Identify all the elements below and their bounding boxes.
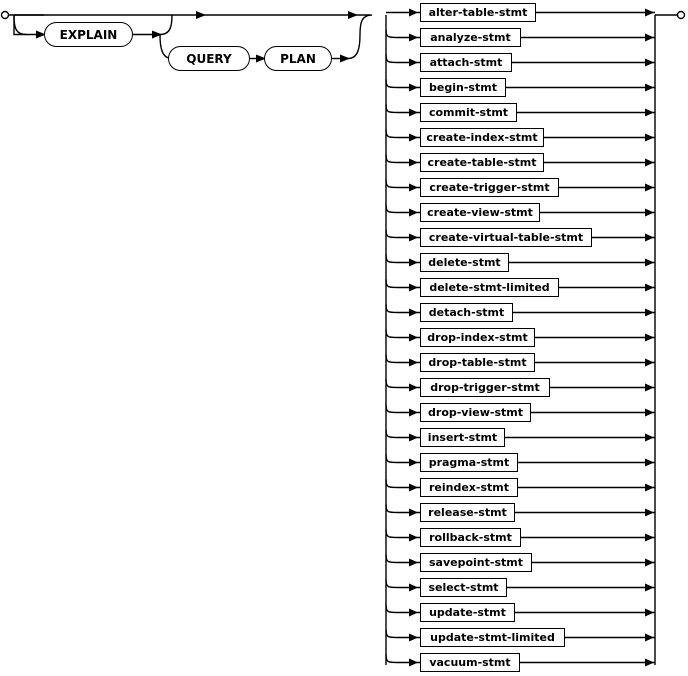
statement-label: savepoint-stmt	[429, 556, 523, 569]
statement-box-update-stmt-limited[interactable]	[420, 628, 565, 647]
statement-box-alter-table-stmt[interactable]	[420, 3, 536, 22]
statement-box-create-table-stmt[interactable]	[420, 153, 544, 172]
statement-label: detach-stmt	[428, 306, 505, 319]
statement-box-rollback-stmt[interactable]	[420, 528, 521, 547]
statement-label: analyze-stmt	[430, 31, 511, 44]
statement-box-analyze-stmt[interactable]	[420, 28, 521, 47]
statement-box-insert-stmt[interactable]	[420, 428, 505, 447]
statement-box-drop-trigger-stmt[interactable]	[420, 378, 550, 397]
keyword-plan-label: PLAN	[280, 51, 316, 66]
statement-label: begin-stmt	[429, 81, 497, 94]
statement-box-detach-stmt[interactable]	[420, 303, 513, 322]
keyword-plan[interactable]	[264, 46, 332, 71]
statement-label: vacuum-stmt	[429, 656, 511, 669]
statement-label: reindex-stmt	[428, 481, 509, 494]
statement-box-begin-stmt[interactable]	[420, 78, 506, 97]
statement-box-select-stmt[interactable]	[420, 578, 507, 597]
statement-label: select-stmt	[428, 581, 499, 594]
statement-label: update-stmt	[429, 606, 506, 619]
statement-label: create-index-stmt	[426, 131, 538, 144]
keyword-query[interactable]	[168, 46, 250, 71]
start-terminal-icon	[2, 12, 9, 19]
statement-label: alter-table-stmt	[428, 6, 528, 19]
statement-box-attach-stmt[interactable]	[420, 53, 512, 72]
statement-label: delete-stmt-limited	[429, 281, 550, 294]
statement-label: drop-index-stmt	[427, 331, 528, 344]
statement-label: create-view-stmt	[427, 206, 533, 219]
statement-box-commit-stmt[interactable]	[420, 103, 517, 122]
statement-box-create-trigger-stmt[interactable]	[420, 178, 559, 197]
statement-label: drop-trigger-stmt	[430, 381, 540, 394]
statement-box-vacuum-stmt[interactable]	[420, 653, 520, 672]
statement-box-delete-stmt[interactable]	[420, 253, 509, 272]
statement-box-drop-index-stmt[interactable]	[420, 328, 535, 347]
statement-label: create-table-stmt	[427, 156, 537, 169]
statement-label: release-stmt	[428, 506, 507, 519]
statement-box-reindex-stmt[interactable]	[420, 478, 518, 497]
statement-label: attach-stmt	[429, 56, 503, 69]
statement-box-create-virtual-table-stmt[interactable]	[420, 228, 592, 247]
statement-label: update-stmt-limited	[430, 631, 555, 644]
statement-box-pragma-stmt[interactable]	[420, 453, 518, 472]
end-terminal-icon	[678, 12, 685, 19]
statement-box-delete-stmt-limited[interactable]	[420, 278, 559, 297]
statement-label: rollback-stmt	[429, 531, 512, 544]
statement-box-drop-table-stmt[interactable]	[420, 353, 535, 372]
statement-label: commit-stmt	[428, 106, 509, 119]
statement-label: pragma-stmt	[428, 456, 510, 469]
keyword-explain-label: EXPLAIN	[59, 27, 118, 42]
statement-box-create-index-stmt[interactable]	[420, 128, 544, 147]
keyword-query-label: QUERY	[186, 51, 232, 66]
statement-label: create-virtual-table-stmt	[428, 231, 584, 244]
keyword-explain[interactable]	[44, 22, 133, 47]
statement-box-create-view-stmt[interactable]	[420, 203, 540, 222]
statement-label: create-trigger-stmt	[429, 181, 550, 194]
statement-box-update-stmt[interactable]	[420, 603, 515, 622]
statement-box-savepoint-stmt[interactable]	[420, 553, 532, 572]
statement-label: drop-view-stmt	[428, 406, 523, 419]
statement-label: insert-stmt	[427, 431, 498, 444]
statement-label: drop-table-stmt	[428, 356, 527, 369]
statement-box-drop-view-stmt[interactable]	[420, 403, 531, 422]
statement-box-release-stmt[interactable]	[420, 503, 515, 522]
statement-label: delete-stmt	[428, 256, 501, 269]
